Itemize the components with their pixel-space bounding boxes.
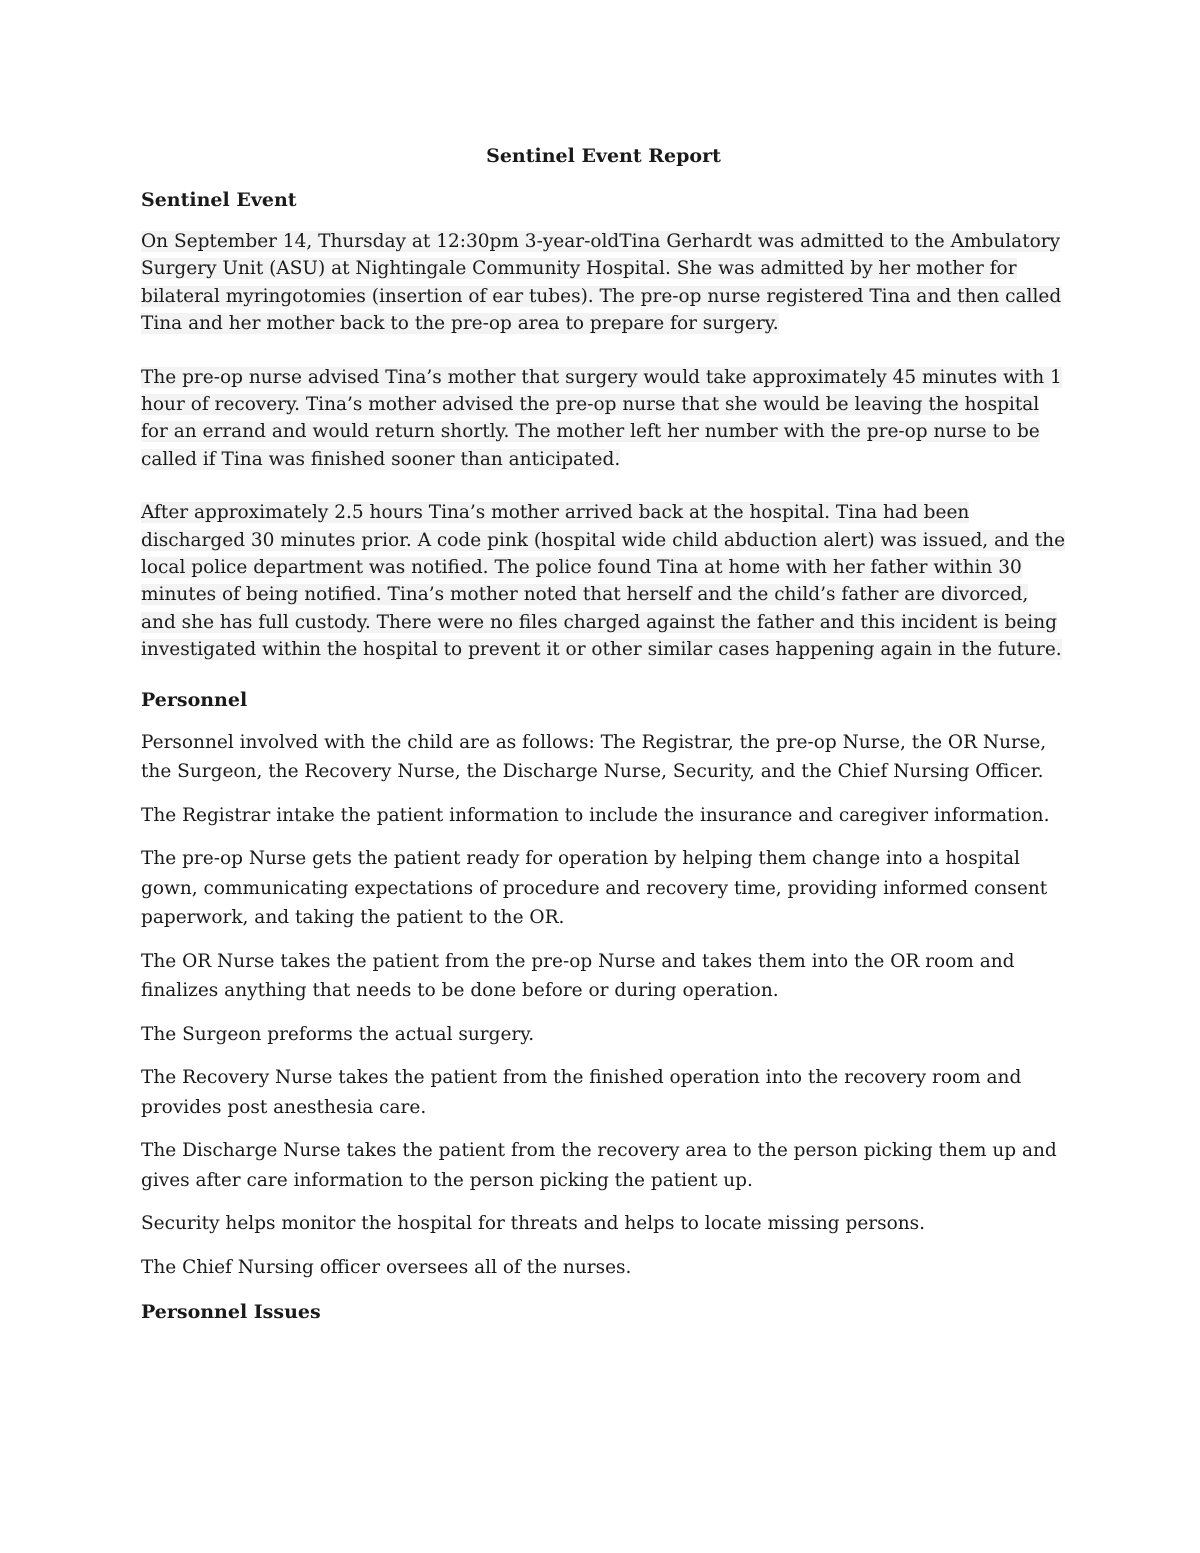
document-title: Sentinel Event Report — [486, 145, 721, 167]
paragraph: The Surgeon preforms the actual surgery. — [141, 1023, 535, 1045]
section-personnel — [141, 686, 1066, 1283]
paragraph: Personnel involved with the child are as follows: The Registrar, the pre-op Nurse, the OR Nurse, the Surgeon, the Recovery Nurse, the Discharge Nurse, Security, and the Chief Nursing Officer. — [141, 731, 1047, 783]
section-personnel-issues — [141, 1298, 1066, 1326]
paragraph-text: After approximately 2.5 hours Tina’s mother arrived back at the hospital. Tina had been discharged 30 minutes prior. A code pink (hospital wide child abduction alert) was issued, and the local police department was notified. The police found Tina at home with her father within 30 minutes of being notified. Tina’s mother noted that herself and the child’s father are divorced, and she has full custody. There were no files charged against the father and this incident is being investigated within the hospital to prevent it or other similar cases happening again in the future. — [141, 502, 1066, 661]
paragraph: The pre-op Nurse gets the patient ready for operation by helping them change into a hospital gown, communicating expectations of procedure and recovery time, providing informed consent paperwork, and taking the patient to the OR. — [141, 848, 1048, 929]
paragraph — [141, 228, 1066, 338]
section-heading: Personnel — [141, 688, 248, 711]
paragraph: Security helps monitor the hospital for threats and helps to locate missing persons. — [141, 1213, 926, 1235]
paragraph: The Recovery Nurse takes the patient from the finished operation into the recovery room and provides post anesthesia care. — [141, 1067, 1022, 1118]
section-sentinel-event — [141, 186, 1066, 664]
document-page — [141, 142, 1066, 1340]
paragraph: The Discharge Nurse takes the patient from the recovery area to the person picking them up and gives after care information to the person picking the patient up. — [141, 1140, 1057, 1191]
paragraph — [141, 364, 1066, 474]
section-heading: Personnel Issues — [141, 1301, 321, 1324]
paragraph: The Registrar intake the patient information to include the insurance and caregiver information. — [141, 804, 1050, 826]
section-heading: Sentinel Event — [141, 189, 297, 211]
paragraph-text: The pre-op nurse advised Tina’s mother that surgery would take approximately 45 minutes with 1 hour of recovery. Tina’s mother advised the pre-op nurse that she would be leaving the hospital for an errand and would return shortly. The mother left her number with the pre-op nurse to be called if Tina was finished sooner than anticipated. — [141, 366, 1062, 470]
paragraph: The Chief Nursing officer oversees all of the nurses. — [141, 1256, 632, 1278]
paragraph — [141, 499, 1066, 663]
paragraph: The OR Nurse takes the patient from the pre-op Nurse and takes them into the OR room and finalizes anything that needs to be done before or during operation. — [141, 950, 1015, 1002]
paragraph-text: On September 14, Thursday at 12:30pm 3-year-oldTina Gerhardt was admitted to the Ambulatory Surgery Unit (ASU) at Nightingale Community Hospital. She was admitted by her mother for bilateral myringotomies (insertion of ear tubes). The pre-op nurse registered Tina and then called Tina and her mother back to the pre-op area to prepare for surgery. — [141, 231, 1062, 335]
